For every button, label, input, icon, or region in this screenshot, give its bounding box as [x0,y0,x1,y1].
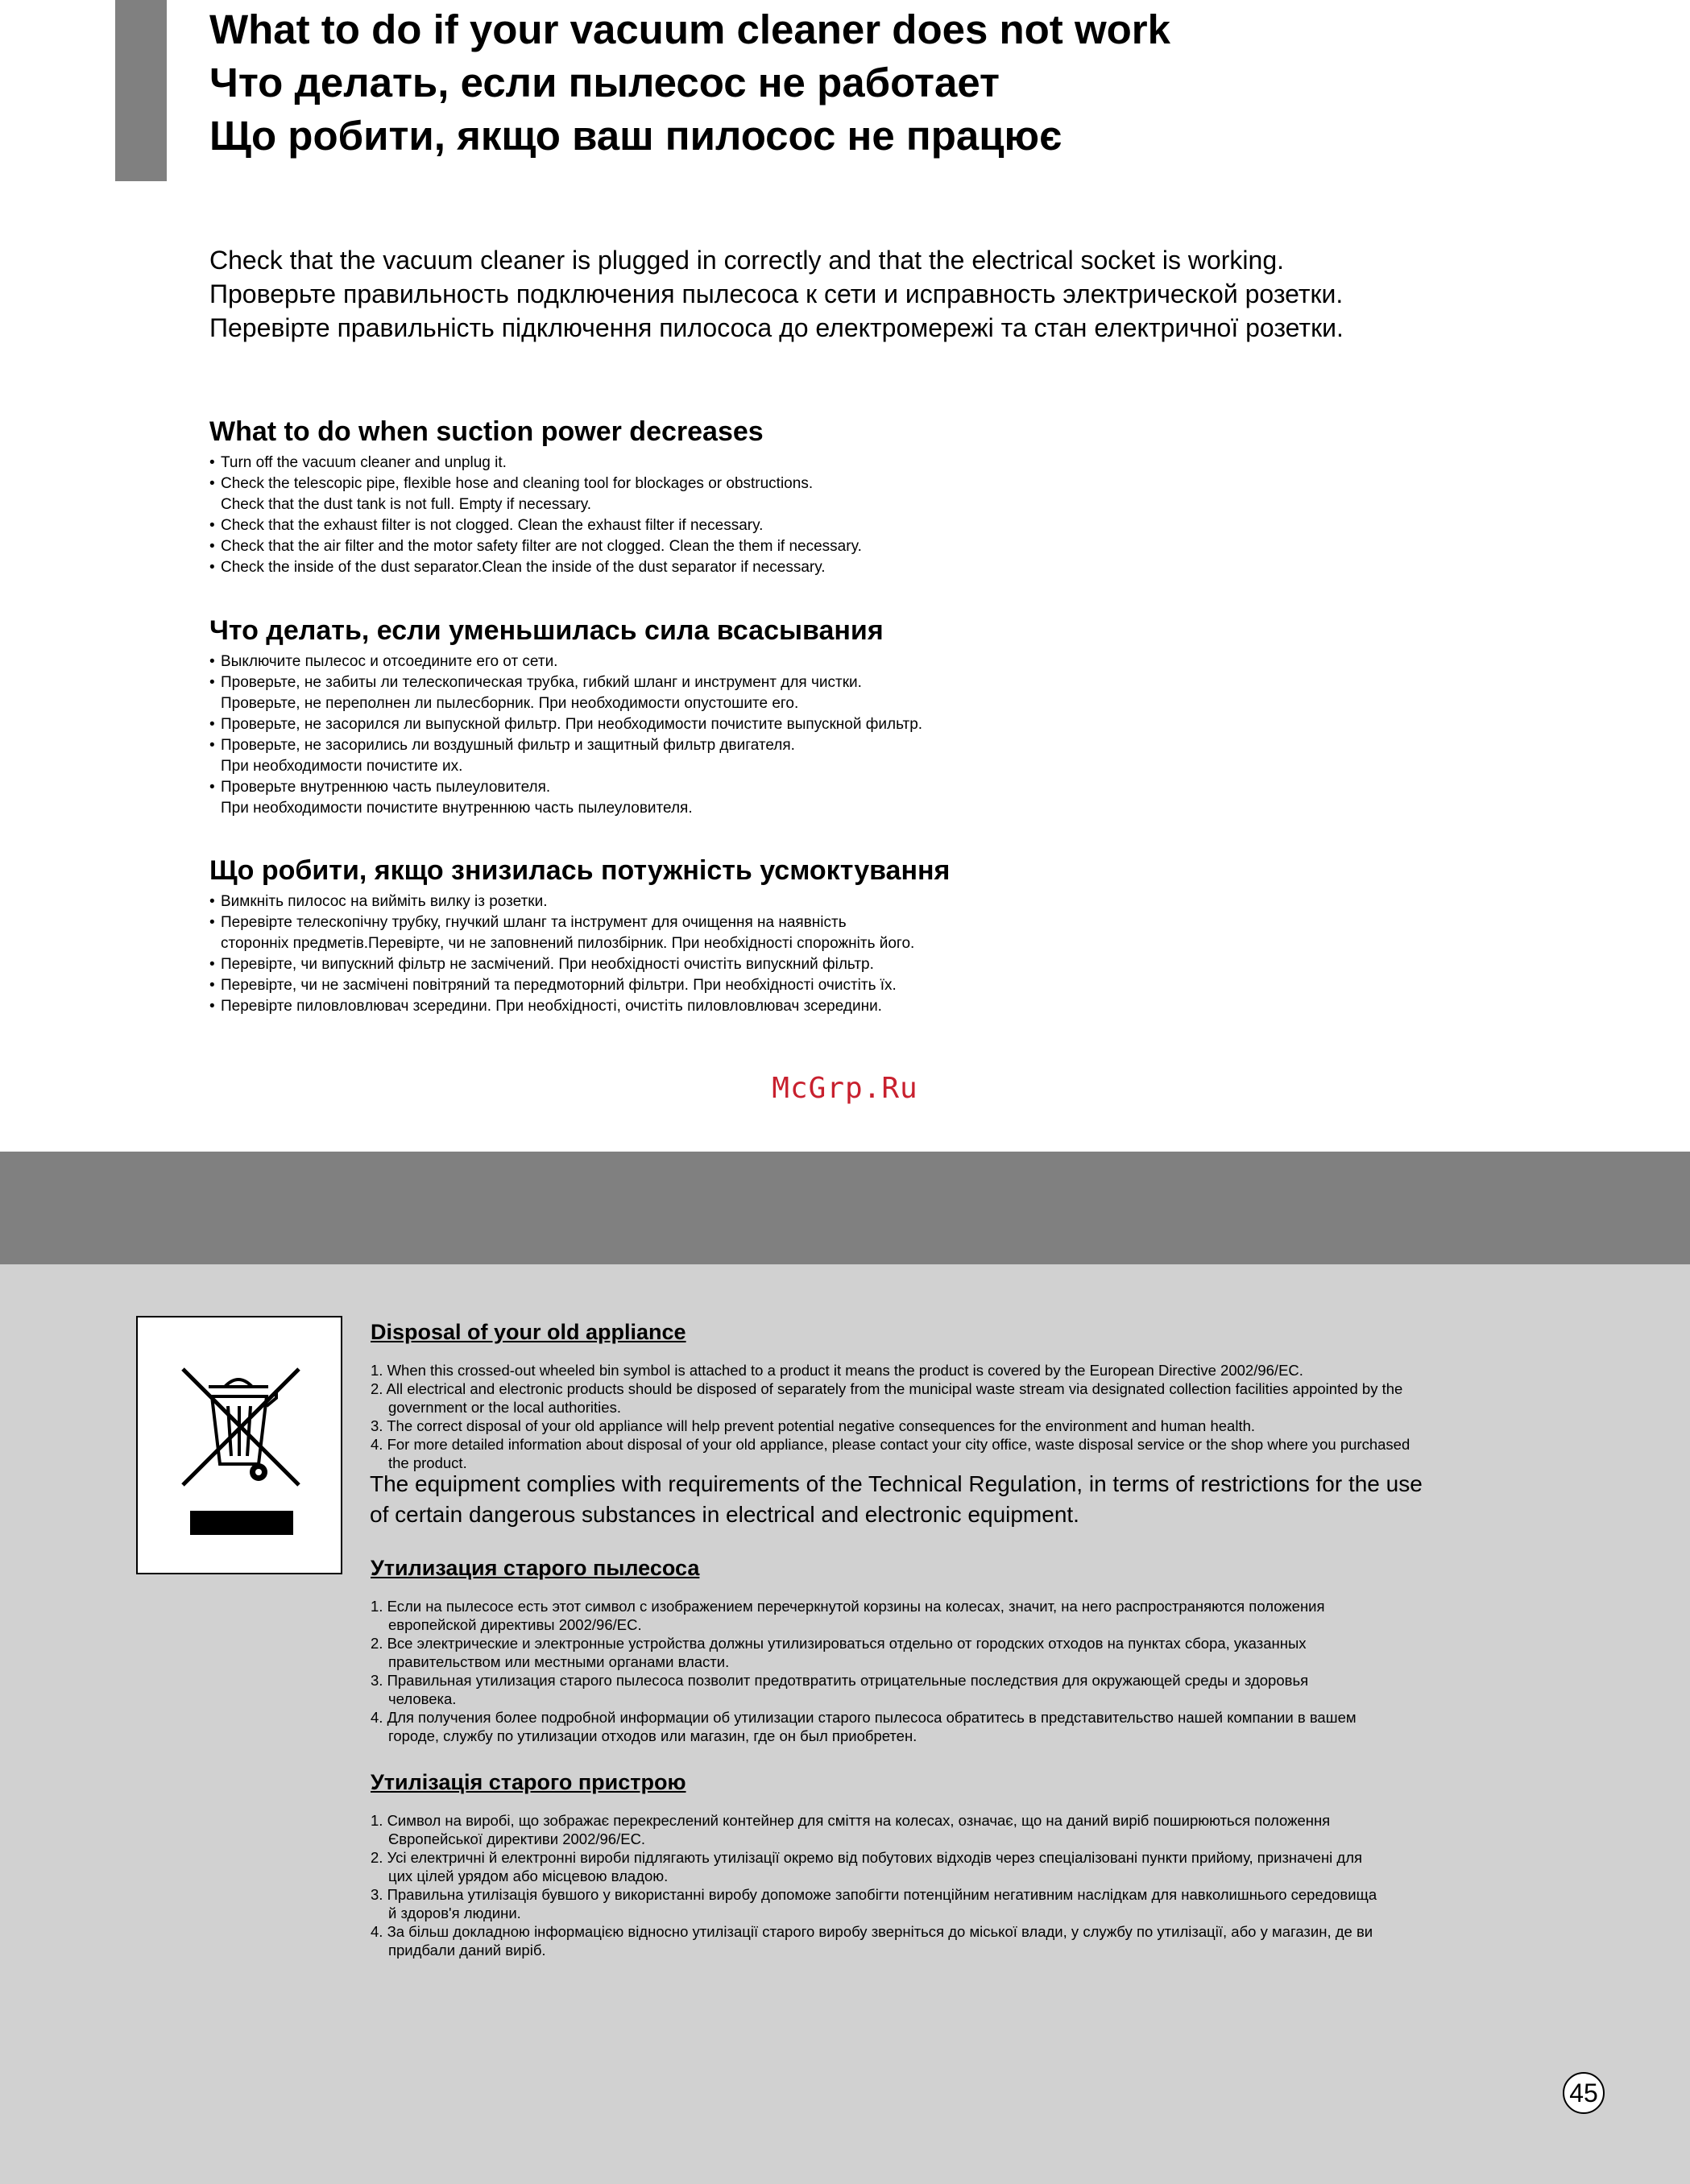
disposal-list-uk [371,1811,1377,1959]
disposal-heading-uk: Утилізація старого пристрою [371,1770,686,1794]
list-item: 4. Для получения более подробной информации об утилизации старого пылесоса обратитесь в представительство нашей компании в вашем [371,1709,1357,1726]
list-item: При необходимости почистите их. [221,758,463,775]
suction-list-uk [209,891,950,1017]
list-item: 1. Символ на виробі, що зображає перекреслений контейнер для сміття на колесах, означає, що на даний виріб поширюються положення [371,1812,1331,1829]
list-item: 2. Усі електричні й електронні вироби підлягають утилізації окремо від побутових відходів через спеціалізовані пункти прийому, призначені для [371,1849,1363,1866]
list-item: 2. Все электрические и электронные устройства должны утилизироваться отдельно от городских отходов на пунктах сбора, указанных [371,1635,1307,1652]
list-item: • Проверьте, не засорился ли выпускной фильтр. При необходимости почистите выпускной фильтр. [209,714,922,735]
crossed-out-bin-icon [138,1317,341,1573]
watermark-text: McGrp.Ru [772,1072,918,1105]
intro-ru: Проверьте правильность подключения пылесоса к сети и исправность электрической розетки. [209,279,1344,308]
list-item: й здоров'я людини. [388,1905,521,1921]
list-item: 1. When this crossed-out wheeled bin symbol is attached to a product it means the product is covered by the European Directive 2002/96/EC. [371,1362,1303,1379]
list-item: the product. [388,1454,467,1471]
compliance-statement [370,1469,1423,1530]
suction-heading-en: What to do when suction power decreases [209,416,764,447]
page-number: 45 [1563,2072,1605,2114]
weee-symbol-box [136,1316,342,1574]
compliance-line-1: The equipment complies with requirements of the Technical Regulation, in terms of restrictions for the use [370,1471,1423,1496]
title-uk: Що робити, якщо ваш пилосос не працює [209,113,1062,159]
list-item: придбали даний виріб. [388,1942,546,1959]
list-item: • Перевірте, чи випускний фільтр не засмічений. При необхідності очистіть випускний фільтр. [209,954,950,975]
suction-heading-ru: Что делать, если уменьшилась сила всасывания [209,615,884,646]
page-title [209,3,1170,163]
suction-heading-uk: Що робити, якщо знизилась потужність усмоктування [209,855,951,886]
list-item: Проверьте, не переполнен ли пылесборник. При необходимости опустошите его. [221,695,799,712]
intro-en: Check that the vacuum cleaner is plugged in correctly and that the electrical socket is working. [209,246,1284,275]
disposal-list-ru [371,1597,1357,1745]
list-item: • Check the telescopic pipe, flexible hose and cleaning tool for blockages or obstructions. [209,474,862,494]
list-item: 3. Правильна утилізація бувшого у використанні виробу допоможе запобігти потенційним негативним наслідкам для навколишнього середовища [371,1886,1377,1903]
list-item: Check that the dust tank is not full. Empty if necessary. [221,496,592,513]
list-item: • Вимкніть пилосос на вийміть вилку із розетки. [209,891,950,912]
list-item: • Проверьте, не засорились ли воздушный фильтр и защитный фильтр двигателя. [209,735,922,756]
suction-list-en [209,453,862,578]
list-item: • Перевірте телескопічну трубку, гнучкий шланг та інструмент для очищення на наявність [209,912,950,933]
disposal-section-uk [371,1768,1377,1959]
suction-list-ru [209,651,922,819]
disposal-section-ru [371,1553,1357,1745]
disposal-list-en [371,1361,1410,1472]
list-item: • Check the inside of the dust separator.Clean the inside of the dust separator if necessary. [209,557,862,578]
intro-uk: Перевірте правильність підключення пилососа до електромережі та стан електричної розетки. [209,313,1344,342]
intro-paragraph [209,243,1344,345]
list-item: • Проверьте внутреннюю часть пылеуловителя. [209,777,922,798]
list-item: • Check that the air filter and the motor safety filter are not clogged. Clean the them if necessary. [209,536,862,557]
disposal-section-en [371,1317,1410,1472]
list-item: 3. The correct disposal of your old appliance will help prevent potential negative consequences for the environment and human health. [371,1417,1256,1434]
list-item: • Turn off the vacuum cleaner and unplug it. [209,453,862,474]
divider-band [0,1152,1690,1264]
suction-section-uk [209,853,950,1017]
header-grey-tab [115,0,167,181]
list-item: • Check that the exhaust filter is not clogged. Clean the exhaust filter if necessary. [209,515,862,536]
compliance-line-2: of certain dangerous substances in electrical and electronic equipment. [370,1502,1079,1527]
disposal-heading-en: Disposal of your old appliance [371,1320,686,1344]
list-item: government or the local authorities. [388,1399,621,1416]
list-item: 3. Правильная утилизация старого пылесоса позволит предотвратить отрицательные последствия для окружающей среды и здоровья [371,1672,1309,1689]
list-item: Європейської директиви 2002/96/EC. [388,1830,646,1847]
list-item: 4. За більш докладною інформацією відносно утилізації старого виробу зверніться до міської влади, у службу по утилізації, або у магазин, де ви [371,1923,1373,1940]
list-item: цих цілей урядом або місцевою владою. [388,1868,669,1884]
list-item: европейской директивы 2002/96/EC. [388,1616,642,1633]
list-item: • Выключите пылесос и отсоедините его от сети. [209,651,922,672]
list-item: • Перевірте, чи не засмічені повітряний та передмоторний фільтри. При необхідності очистіть їх. [209,975,950,996]
list-item: 4. For more detailed information about disposal of your old appliance, please contact your city office, waste disposal service or the shop where you purchased [371,1436,1410,1453]
suction-section-en [209,414,862,578]
disposal-heading-ru: Утилизация старого пылесоса [371,1556,700,1580]
list-item: правительством или местными органами власти. [388,1653,730,1670]
list-item: • Проверьте, не забиты ли телескопическая трубка, гибкий шланг и инструмент для чистки. [209,672,922,693]
list-item: городе, службу по утилизации отходов или магазин, где он был приобретен. [388,1727,917,1744]
suction-section-ru [209,613,922,819]
list-item: При необходимости почистите внутреннюю часть пылеуловителя. [221,800,693,817]
list-item: человека. [388,1690,457,1707]
list-item: 2. All electrical and electronic products should be disposed of separately from the municipal waste stream via designated collection facilities appointed by the [371,1380,1403,1397]
list-item: 1. Если на пылесосе есть этот символ с изображением перечеркнутой корзины на колесах, значит, на него распространяются положения [371,1598,1325,1615]
list-item: • Перевірте пиловловлювач зсередини. При необхідності, очистіть пиловловлювач зсередини. [209,996,950,1017]
title-en: What to do if your vacuum cleaner does not work [209,6,1170,52]
list-item: сторонніх предметів.Перевірте, чи не заповнений пилозбірник. При необхідності спорожніть його. [221,935,915,952]
title-ru: Что делать, если пылесос не работает [209,60,1000,105]
